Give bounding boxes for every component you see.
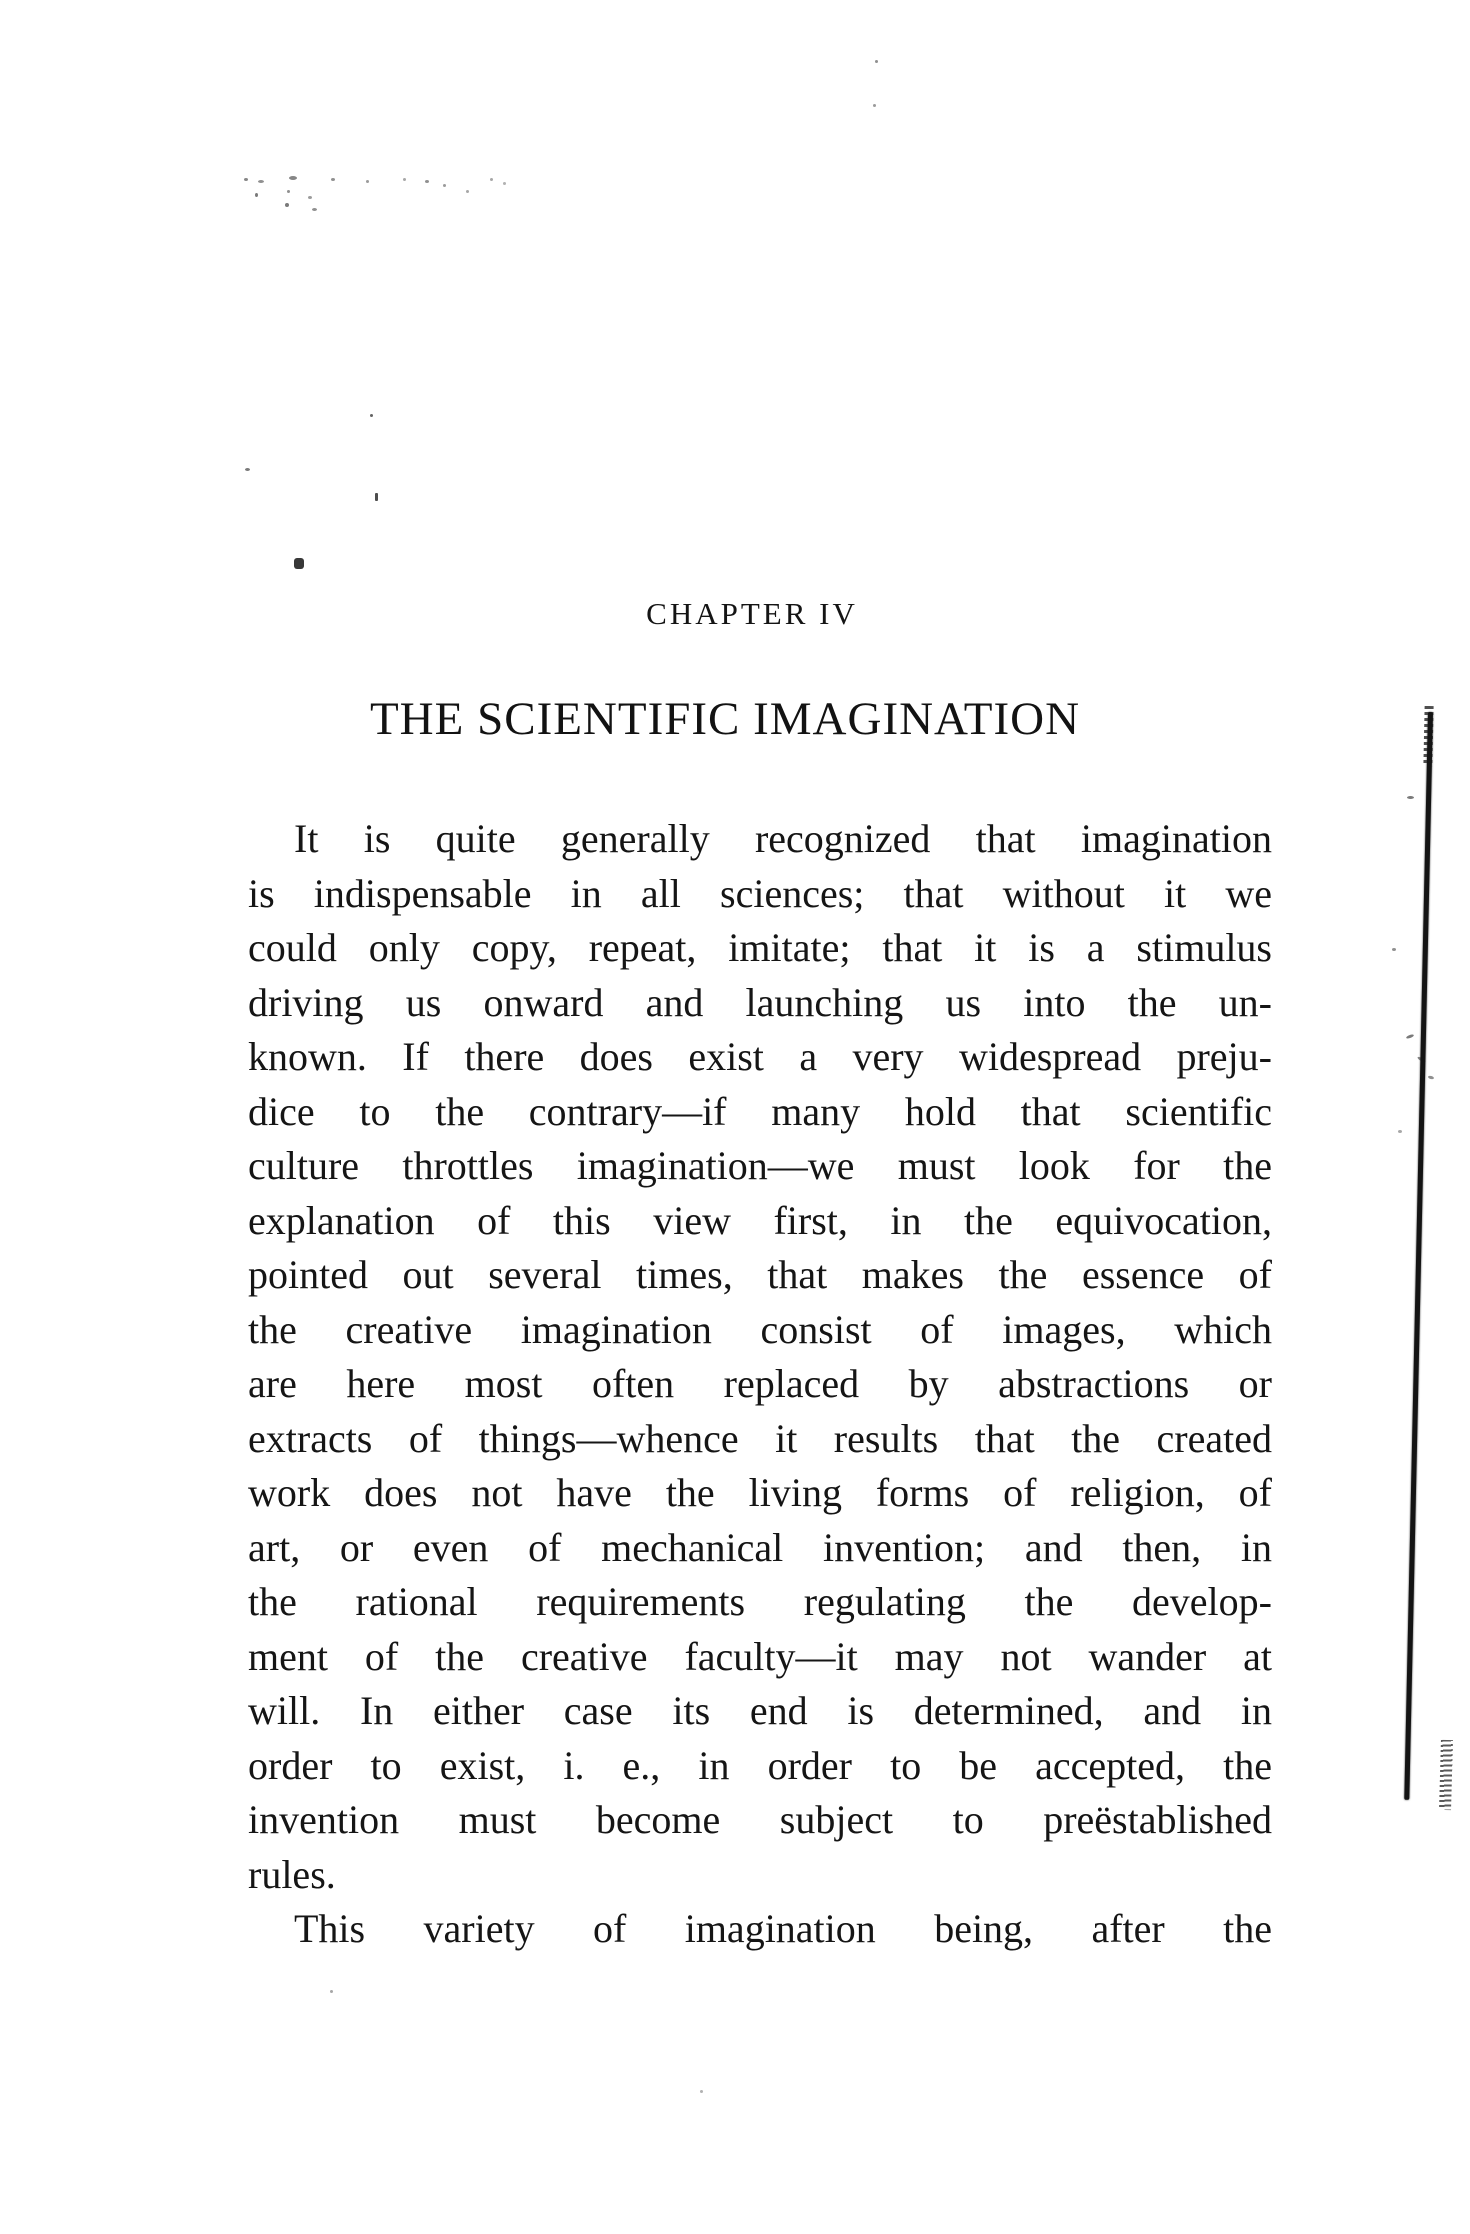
- body-line: rules.: [248, 1851, 336, 1897]
- scan-speckle: [873, 104, 876, 107]
- body-line: could only copy, repeat, imitate; that it is a stimulus: [248, 925, 1272, 970]
- body-line: are here most often replaced by abstractions or: [248, 1361, 1272, 1406]
- scan-speckle: [258, 180, 264, 183]
- scan-speckle: [287, 190, 290, 193]
- chapter-heading: CHAPTER IV: [646, 596, 858, 631]
- scan-speckle: [1398, 1130, 1402, 1133]
- body-line: the rational requirements regulating the develop-: [248, 1579, 1272, 1624]
- scan-speckle: [289, 176, 297, 180]
- binding-shadow-fray: [1439, 1740, 1453, 1810]
- scan-speckle: [294, 558, 304, 569]
- scan-speckle: [1428, 1075, 1435, 1079]
- scan-speckle: [370, 414, 373, 417]
- scan-speckle: [330, 1990, 333, 1993]
- scan-speckle: [443, 184, 446, 187]
- body-line: This variety of imagination being, after the: [294, 1906, 1272, 1951]
- scan-speckle: [255, 193, 258, 197]
- scan-speckle: [366, 180, 369, 183]
- scan-speckle: [875, 60, 878, 63]
- binding-shadow-line: [1404, 712, 1433, 1800]
- body-line: culture throttles imagination—we must look for the: [248, 1143, 1272, 1188]
- scan-speckle: [700, 2090, 703, 2093]
- scan-speckle: [308, 196, 312, 199]
- page-title: THE SCIENTIFIC IMAGINATION: [369, 693, 1081, 745]
- scan-speckle: [425, 180, 429, 183]
- body-line: will. In either case its end is determined, and in: [248, 1688, 1272, 1733]
- scan-speckle: [490, 178, 493, 181]
- scan-speckle: [1392, 948, 1396, 951]
- body-line: It is quite generally recognized that imagination: [294, 816, 1272, 861]
- scan-speckle: [403, 178, 406, 181]
- body-line: work does not have the living forms of religion, of: [248, 1470, 1272, 1515]
- body-line: pointed out several times, that makes the essence of: [248, 1252, 1272, 1297]
- body-line: art, or even of mechanical invention; and then, in: [248, 1524, 1272, 1570]
- body-line: driving us onward and launching us into the un-: [248, 979, 1272, 1025]
- body-line: ment of the creative faculty—it may not wander at: [248, 1633, 1272, 1679]
- scan-speckle: [312, 208, 317, 211]
- scan-speckle: [1407, 796, 1414, 799]
- scan-speckle: [466, 190, 469, 193]
- body-line: known. If there does exist a very widespread preju-: [248, 1034, 1272, 1079]
- scan-speckle: [244, 178, 248, 181]
- body-line: explanation of this view first, in the equivocation,: [248, 1197, 1272, 1243]
- body-line: dice to the contrary—if many hold that scientific: [248, 1088, 1272, 1134]
- body-line: is indispensable in all sciences; that without it we: [248, 870, 1272, 916]
- scan-speckle: [503, 182, 506, 185]
- scan-speckle: [245, 468, 250, 471]
- body-line: extracts of things—whence it results that the created: [248, 1415, 1272, 1461]
- body-line: order to exist, i. e., in order to be accepted, the: [248, 1742, 1272, 1788]
- scan-speckle: [285, 203, 289, 207]
- scan-speckle: [375, 493, 378, 501]
- scan-speckle: [1406, 1034, 1415, 1040]
- body-text-block: [248, 812, 1272, 1957]
- body-line: invention must become subject to preëstablished: [248, 1797, 1272, 1842]
- scan-speckle: [331, 178, 335, 181]
- body-line: the creative imagination consist of images, which: [248, 1306, 1272, 1352]
